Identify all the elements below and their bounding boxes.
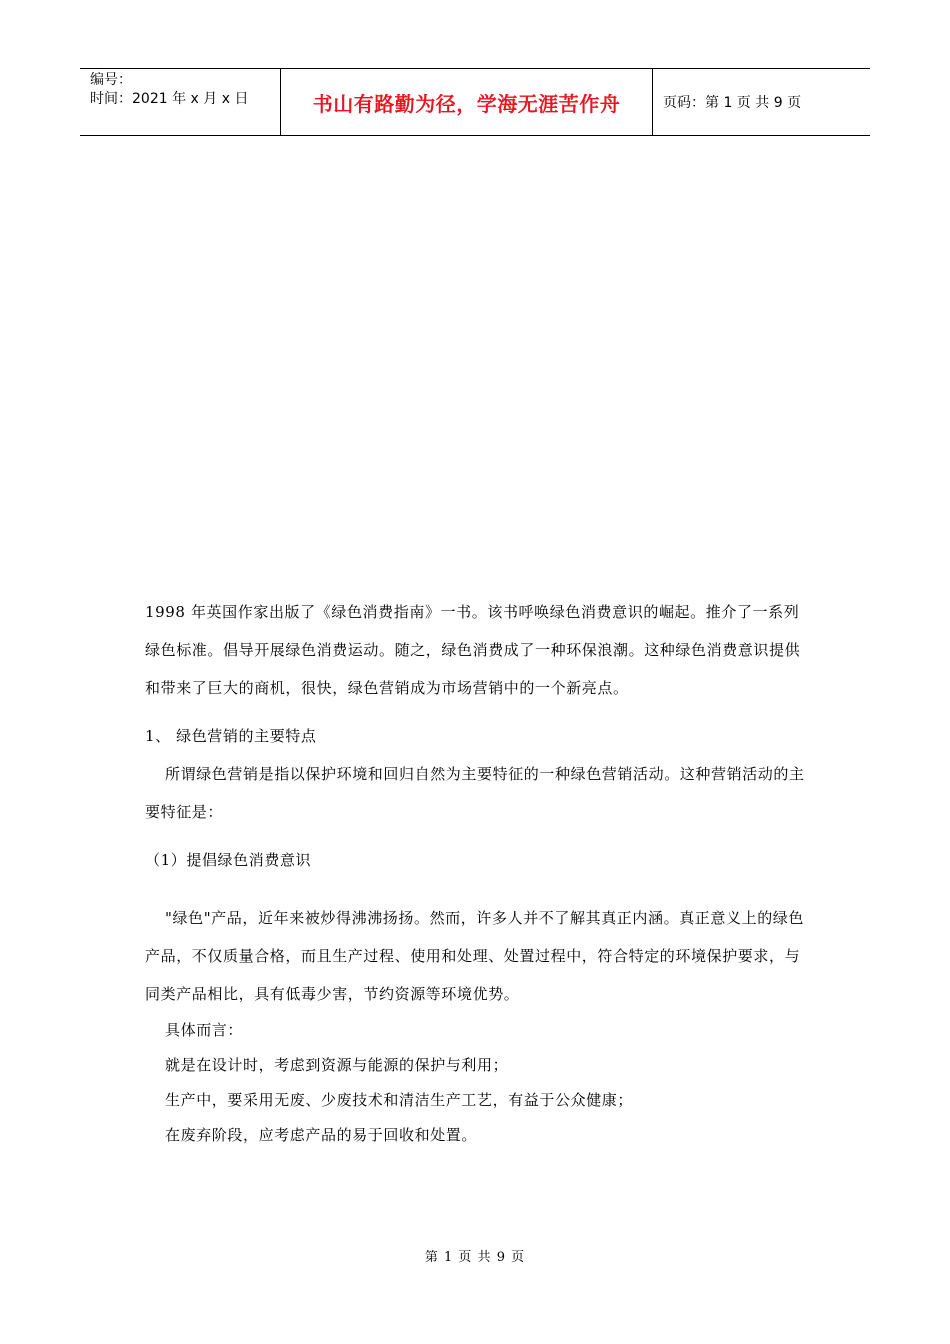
detail-line: 在废弃阶段，应考虑产品的易于回收和处置。 xyxy=(165,1126,478,1144)
document-header xyxy=(80,68,870,136)
document-body xyxy=(145,593,805,1153)
header-motto: 书山有路勤为径，学海无涯苦作舟 xyxy=(281,69,653,135)
document-date-label: 时间：2021 年 x 月 x 日 xyxy=(90,91,249,107)
section-paragraph: 所谓绿色营销是指以保护环境和回归自然为主要特征的一种绿色营销活动。这种营销活动的主要特征是： xyxy=(145,765,805,821)
detail-line: 具体而言： xyxy=(165,1021,244,1039)
section-heading: 1、 绿色营销的主要特点 xyxy=(145,727,317,745)
header-meta-cell xyxy=(80,69,281,135)
subsection-heading: （1）提倡绿色消费意识 xyxy=(145,851,312,869)
header-page-info: 页码：第 1 页 共 9 页 xyxy=(663,95,802,111)
detail-line: 就是在设计时，考虑到资源与能源的保护与利用； xyxy=(165,1056,509,1074)
intro-paragraph: 1998 年英国作家出版了《绿色消费指南》一书。该书呼唤绿色消费意识的崛起。推介了一系列绿色标准。倡导开展绿色消费运动。随之，绿色消费成了一种环保浪潮。这种绿色消费意识提供和带来了巨大的商机，很快，绿色营销成为市场营销中的一个新亮点。 xyxy=(145,603,801,697)
subsection-paragraph: "绿色"产品，近年来被炒得沸沸扬扬。然而，许多人并不了解其真正内涵。真正意义上的绿色产品，不仅质量合格，而且生产过程、使用和处理、处置过程中，符合特定的环境保护要求，与同类产品相比，具有低毒少害，节约资源等环境优势。 xyxy=(145,909,805,1003)
detail-line: 生产中，要采用无废、少废技术和清洁生产工艺，有益于公众健康； xyxy=(165,1091,634,1109)
document-number-label: 编号： xyxy=(90,72,132,88)
page-footer: 第 1 页 共 9 页 xyxy=(424,1250,526,1265)
